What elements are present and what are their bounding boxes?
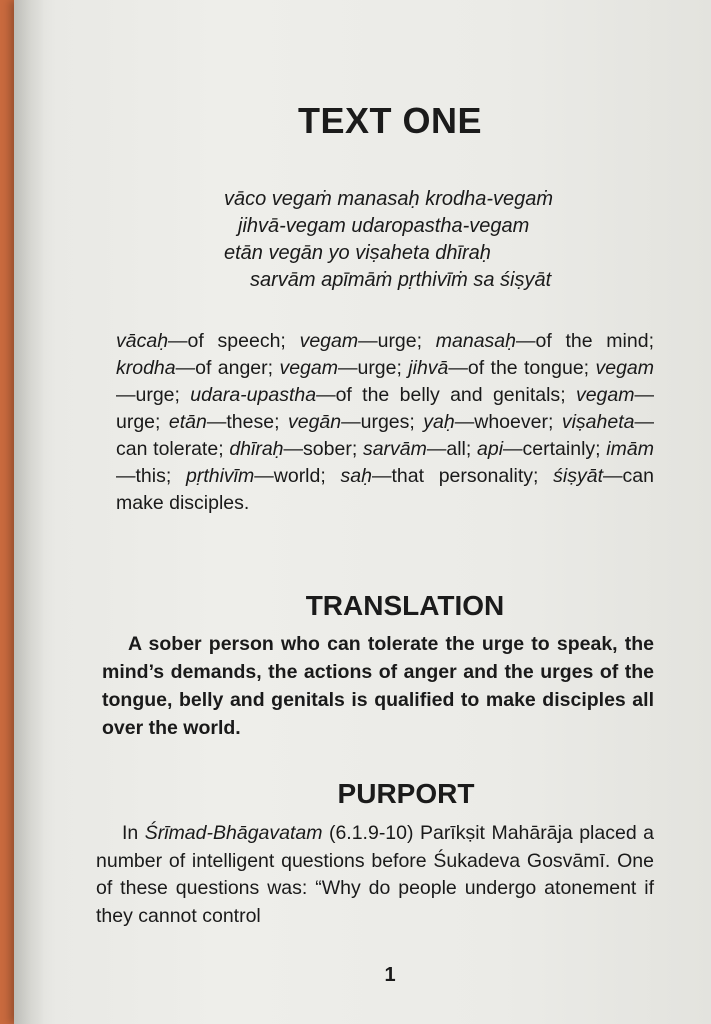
synonym-word: pṛthivīm [186, 465, 255, 487]
synonym-meaning: these [226, 411, 275, 433]
synonym-word: etān [168, 411, 207, 433]
synonym-meaning: of the tongue [467, 357, 584, 379]
synonym-meaning: all [446, 438, 466, 460]
synonym-meaning: urge [377, 330, 417, 352]
synonym-meaning: of speech [187, 330, 281, 352]
verse-line: sarvām apīmāṁ pṛthivīṁ sa śiṣyāt [250, 269, 552, 291]
synonym-meaning: urge [116, 411, 156, 433]
synonym-word: jihvā [408, 357, 449, 379]
verse-line: vāco vegaṁ manasaḥ krodha-vegaṁ [224, 188, 554, 210]
synonym-word: udara-upastha [190, 384, 317, 406]
purport-text [96, 820, 654, 930]
synonym-word: vegam [575, 384, 635, 406]
synonym-word: manasaḥ [435, 330, 516, 352]
synonym-word: yaḥ [423, 411, 455, 433]
synonym-word: viṣaheta [561, 411, 635, 433]
synonym-meaning: urges [360, 411, 410, 433]
synonym-word: vegam [595, 357, 654, 379]
word-for-word-synonyms: vācaḥ—of speech; vegam—urge; manasaḥ—of the mind; krodha—of anger; vegam—urge; jihvā—of the tongue; vegam—urge; udara-upastha—of the belly and genitals; vegam—urge; etān—these; vegān—urges; yaḥ—whoever; viṣaheta—can tolerate; dhīraḥ—sober; sarvām—all; api—certainly; imām—this; pṛthivīm—world; saḥ—that personality; śiṣyāt—can make disciples. [116, 330, 654, 514]
verse-line: etān vegān yo viṣaheta dhīraḥ [224, 242, 491, 264]
translation-heading: TRANSLATION [305, 590, 505, 621]
purport-book-title: Śrīmad-Bhāgavatam [144, 822, 323, 844]
synonym-word: krodha [116, 357, 176, 379]
synonym-meaning: sober [303, 438, 352, 460]
synonym-word: api [477, 438, 504, 460]
synonym-word: vegam [279, 357, 338, 379]
synonym-word: sarvām [362, 438, 427, 460]
synonym-meaning: this [135, 465, 166, 487]
translation-text: A sober person who can tolerate the urge to speak, the mind’s demands, the actions of anger and the urges of the tongue, belly and genitals is qualified to make disciples all over the world. [102, 633, 654, 739]
verse-line: jihvā-vegam udaropastha-vegam [238, 215, 530, 237]
page-number: 1 [384, 964, 396, 986]
synonym-word: vācaḥ [116, 330, 169, 352]
text-heading: TEXT ONE [297, 100, 483, 141]
purport-rest: (6.1.9-10) Parīkṣit Mahārāja placed a number of intelligent questions before Śukadeva Gosvāmī. One of these questions was: “Why do people undergo atonement if they cannot control [96, 822, 654, 927]
sanskrit-verse [224, 186, 604, 294]
synonym-meaning: certainly [522, 438, 596, 460]
synonym-word: saḥ [340, 465, 372, 487]
purport-heading: PURPORT [337, 778, 475, 809]
synonym-word: dhīraḥ [229, 438, 284, 460]
synonym-meaning: of the mind [535, 330, 649, 352]
synonym-meaning: whoever [474, 411, 548, 433]
synonym-word: imām [606, 438, 654, 460]
synonym-meaning: world [273, 465, 321, 487]
synonym-meaning: of anger [195, 357, 268, 379]
synonym-meaning: that personality [391, 465, 534, 487]
page-gutter-shadow [14, 0, 44, 1024]
synonym-word: vegam [299, 330, 359, 352]
synonym-meaning: urge [135, 384, 175, 406]
synonym-meaning: urge [357, 357, 397, 379]
synonym-meaning: can tolerate [116, 438, 219, 460]
purport-intro: In [122, 822, 145, 844]
synonym-word: vegān [287, 411, 342, 433]
book-page [14, 0, 711, 1024]
synonym-meaning: of the belly and genitals [335, 384, 561, 406]
synonym-word: śiṣyāt [553, 465, 604, 487]
synonym-meaning: can make disciples. [116, 465, 654, 514]
